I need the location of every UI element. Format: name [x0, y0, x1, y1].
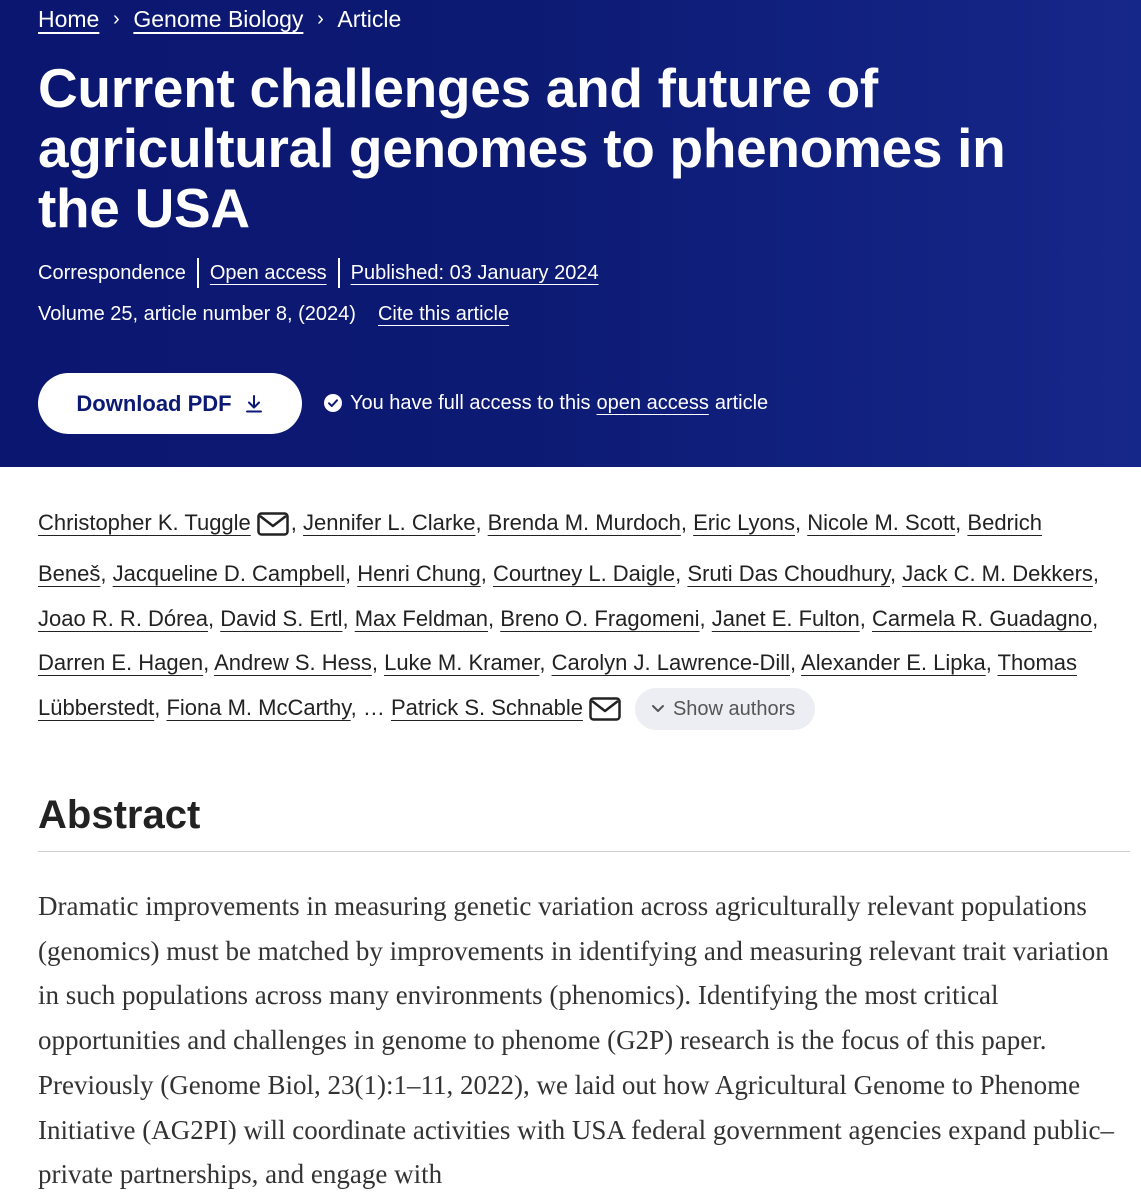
published-date-link[interactable]: Published: 03 January 2024 — [350, 262, 599, 284]
author-link[interactable]: Fiona M. McCarthy — [166, 695, 351, 721]
author-link[interactable]: Thomas Lübberstedt — [38, 650, 1078, 721]
check-circle-icon — [324, 394, 342, 412]
author-link[interactable]: Jennifer L. Clarke — [303, 510, 476, 535]
author-link[interactable]: Jacqueline D. Campbell — [112, 560, 345, 586]
article-meta — [38, 258, 599, 288]
abstract-text: Dramatic improvements in measuring genetic variation across agriculturally relevant populations (genomics) must be matched by improvements in identifying and measuring relevant trait variation in such populations across many environments (phenomics). Identifying the most critical opportunities and challenges in genome to phenome (G2P) research is the focus of this paper. Previously (Genome Biol, 23(1):1–11, 2022), we laid out how Agricultural Genome to Phenome Initiative (AG2PI) will coordinate activities with USA federal government agencies expand public–private partnerships, and engage with — [38, 891, 1114, 1190]
article-title: Current challenges and future of agricultural genomes to phenomes in the USA — [38, 57, 1006, 239]
author-link[interactable]: Christopher K. Tuggle — [38, 510, 251, 535]
show-authors-label: Show authors — [672, 697, 796, 720]
article-citation-info — [38, 299, 509, 329]
author-link[interactable]: David S. Ertl — [220, 605, 343, 631]
download-pdf-button[interactable] — [38, 373, 302, 434]
download-pdf-label: Download PDF — [76, 390, 232, 416]
author-link[interactable]: Sruti Das Choudhury — [687, 560, 890, 586]
access-open-access-link[interactable]: open access — [596, 392, 709, 414]
author-list: Christopher K. Tuggle , Jennifer L. Clarke, Brenda M. Murdoch, Eric Lyons, Nicole M. Scott, Bedrich Beneš, Jacqueline D. Campbell, Henri Chung, Courtney L. Daigle, Sruti Das Choudhury, Jack C. M. Dekkers, Joao R. R. Dórea, David S. Ertl, Max Feldman, Breno O. Fragomeni, Janet E. Fulton, Carmela R. Guadagno, Darren E. Hagen, Andrew S. Hess, Luke M. Kramer, Carolyn J. Lawrence-Dill, Alexander E. Lipka, Thomas Lübberstedt, Fiona M. McCarthy, … Patrick S. Schnable Show authors — [38, 501, 1113, 737]
chevron-down-icon — [651, 704, 665, 714]
author-link[interactable]: Breno O. Fragomeni — [500, 605, 700, 631]
meta-divider — [197, 258, 199, 288]
author-link[interactable]: Carolyn J. Lawrence-Dill — [551, 650, 791, 676]
author-link[interactable]: Nicole M. Scott — [807, 510, 956, 535]
access-note — [324, 388, 768, 418]
breadcrumb-current: Article — [337, 6, 402, 32]
section-divider — [38, 851, 1130, 852]
cite-article-link[interactable]: Cite this article — [377, 303, 510, 325]
breadcrumb — [38, 4, 401, 34]
open-access-link[interactable]: Open access — [209, 262, 327, 284]
author-link[interactable]: Patrick S. Schnable — [390, 695, 583, 721]
chevron-right-icon: › — [317, 8, 324, 30]
abstract-heading: Abstract — [38, 793, 201, 837]
author-link[interactable]: Joao R. R. Dórea — [38, 605, 208, 631]
author-link[interactable]: Courtney L. Daigle — [492, 560, 676, 586]
authors-ellipsis: … — [362, 695, 385, 721]
envelope-icon[interactable] — [257, 507, 289, 552]
author-link[interactable]: Brenda M. Murdoch — [487, 510, 681, 535]
author-link[interactable]: Bedrich Beneš — [38, 510, 1042, 586]
download-icon — [244, 394, 264, 414]
author-link[interactable]: Henri Chung — [357, 560, 481, 586]
author-link[interactable]: Jack C. M. Dekkers — [902, 560, 1093, 586]
breadcrumb-journal-link[interactable]: Genome Biology — [133, 6, 304, 32]
author-link[interactable]: Luke M. Kramer — [384, 650, 540, 676]
access-note-suffix: article — [714, 392, 769, 414]
author-link[interactable]: Janet E. Fulton — [711, 605, 860, 631]
author-link[interactable]: Andrew S. Hess — [214, 650, 372, 676]
article-header — [0, 0, 1141, 467]
breadcrumb-home-link[interactable]: Home — [38, 6, 100, 32]
author-link[interactable]: Darren E. Hagen — [38, 650, 204, 676]
author-link[interactable]: Alexander E. Lipka — [801, 650, 986, 676]
author-link[interactable]: Max Feldman — [354, 605, 488, 631]
article-type: Correspondence — [38, 262, 186, 284]
show-authors-button[interactable] — [635, 688, 815, 730]
author-link[interactable]: Eric Lyons — [693, 510, 795, 535]
author-link[interactable]: Carmela R. Guadagno — [871, 605, 1093, 631]
access-note-prefix: You have full access to this — [350, 392, 591, 414]
envelope-icon[interactable] — [589, 692, 621, 737]
meta-divider — [338, 258, 340, 288]
chevron-right-icon: › — [113, 8, 120, 30]
volume-info: Volume 25, article number 8, (2024) — [38, 303, 356, 325]
